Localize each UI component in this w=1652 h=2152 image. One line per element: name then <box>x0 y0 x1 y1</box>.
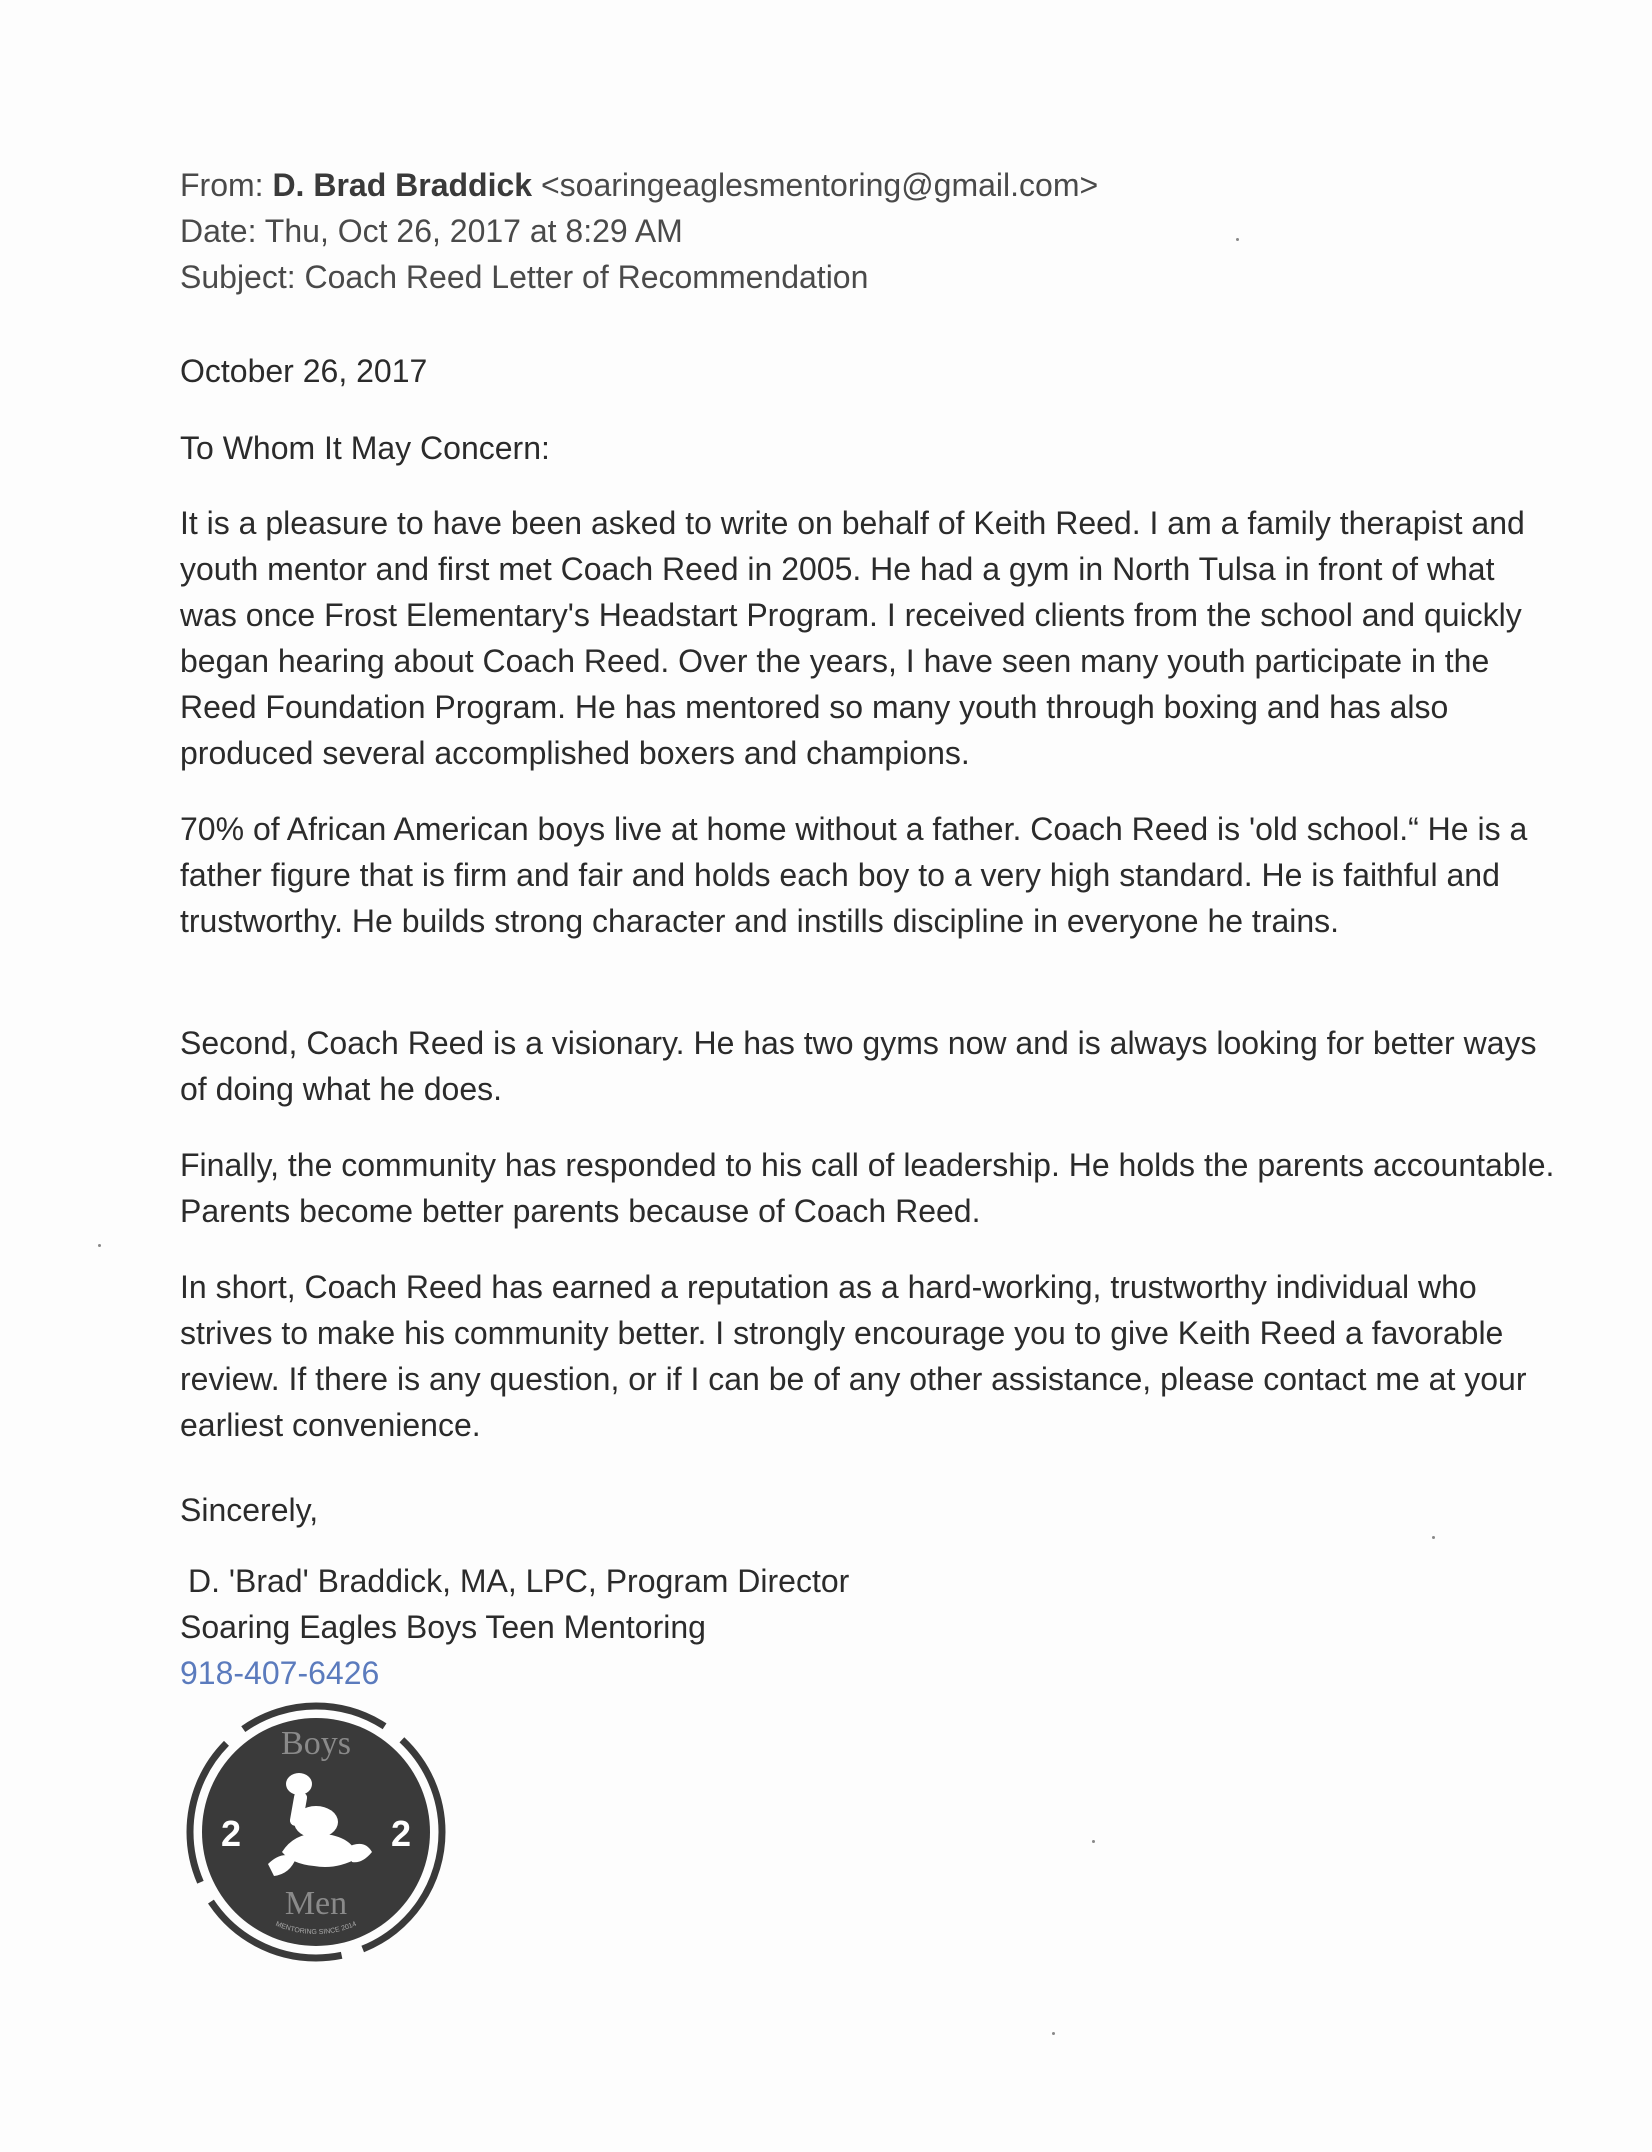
scan-speck <box>1052 2032 1055 2035</box>
date-line: Date: Thu, Oct 26, 2017 at 8:29 AM <box>180 213 683 249</box>
paragraph-text: In short, Coach Reed has earned a reputation as a hard-working, trustworthy individual who strives to make his community better. I strongly encourage you to give Keith Reed a favorable review. If there is any question, or if I can be of any other assistance, please contact me at your earliest convenience. <box>180 1269 1527 1443</box>
sender-name: D. Brad Braddick <box>272 167 533 203</box>
organization-name: Soaring Eagles Boys Teen Mentoring <box>180 1609 706 1645</box>
closing: Sincerely, <box>180 1492 319 1528</box>
scan-speck <box>1236 238 1239 241</box>
logo-right-number: 2 <box>390 1813 412 1854</box>
signer-name: D. 'Brad' Braddick, MA, LPC, Program Director <box>188 1563 850 1599</box>
signature-block <box>180 1558 849 1696</box>
logo-bottom-text: Men <box>284 1885 348 1922</box>
paragraph-father-figure <box>180 806 1560 944</box>
from-label: From: <box>180 167 273 203</box>
from-line <box>180 162 1098 208</box>
paragraph-visionary <box>180 1020 1560 1112</box>
paragraph-text: Finally, the community has responded to his call of leadership. He holds the parents accountable. Parents become better parents because of Coach Reed. <box>180 1147 1555 1229</box>
salutation: To Whom It May Concern: <box>180 430 550 466</box>
letter-date: October 26, 2017 <box>180 353 428 389</box>
scan-speck <box>1432 1536 1435 1539</box>
paragraph-text: Second, Coach Reed is a visionary. He has two gyms now and is always looking for better ways of doing what he does. <box>180 1025 1537 1107</box>
paragraph-conclusion <box>180 1264 1560 1448</box>
scan-speck <box>98 1244 101 1247</box>
boys-2-men-logo <box>186 1702 446 1962</box>
paragraph-text: 70% of African American boys live at home without a father. Coach Reed is 'old school.“ He is a father figure that is firm and fair and holds each boy to a very high standard. He is faithful and trustworthy. He builds strong character and instills discipline in everyone he trains. <box>180 811 1528 939</box>
logo-left-number: 2 <box>220 1813 242 1854</box>
subject-line: Subject: Coach Reed Letter of Recommendation <box>180 259 869 295</box>
sender-email[interactable]: <soaringeaglesmentoring@gmail.com> <box>532 167 1099 203</box>
scan-speck <box>1092 1840 1095 1843</box>
paragraph-intro <box>180 500 1560 776</box>
logo-ring-text: MENTORING SINCE 2014 <box>274 1920 358 1937</box>
phone-link[interactable]: 918-407-6426 <box>180 1655 380 1691</box>
email-header <box>180 162 1098 300</box>
paragraph-text: It is a pleasure to have been asked to write on behalf of Keith Reed. I am a family therapist and youth mentor and first met Coach Reed in 2005. He had a gym in North Tulsa in front of what was once Frost Elementary's Headstart Program. I received clients from the school and quickly began hearing about Coach Reed. Over the years, I have seen many youth participate in the Reed Foundation Program. He has mentored so many youth through boxing and has also produced several accomplished boxers and champions. <box>180 505 1525 771</box>
logo-top-text: Boys <box>281 1725 351 1762</box>
paragraph-community <box>180 1142 1560 1234</box>
